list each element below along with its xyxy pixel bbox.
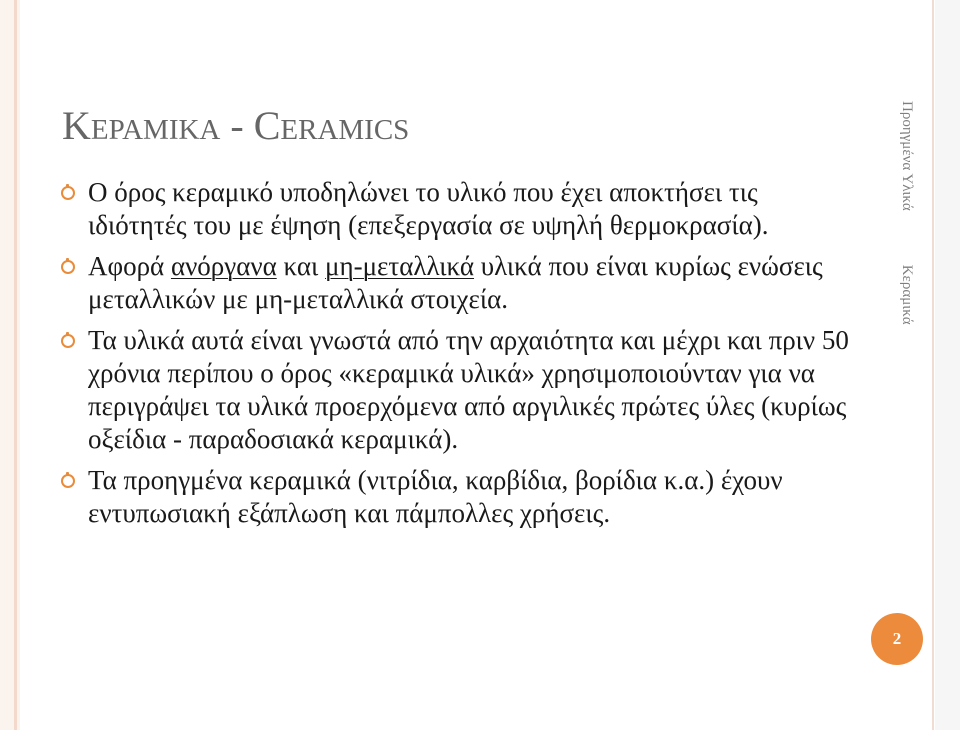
ring-bullet-icon	[61, 260, 75, 274]
bullet-item	[60, 250, 850, 316]
title-english-initial: C	[253, 103, 281, 148]
title-greek-rest: ΕΡΑΜΙΚΑ	[90, 114, 221, 146]
left-border-line	[14, 0, 17, 730]
footer-course: Προηγμένα Υλικά	[899, 101, 915, 211]
title-greek-initial: K	[62, 103, 91, 148]
bullet-item	[60, 464, 850, 530]
title-english-rest: ERAMICS	[280, 114, 410, 146]
left-border	[0, 0, 20, 730]
ring-bullet-icon	[61, 186, 75, 200]
bullet-item	[60, 176, 850, 242]
right-border	[935, 0, 960, 730]
bullet-text-suffix: υλικά που είναι κυρίως ενώσεις μεταλλικών με μη-μεταλλικά στοιχεία.	[88, 251, 823, 314]
bullet-item	[60, 324, 850, 456]
underlined-term-nonmetallic: μη-μεταλλικά	[325, 251, 475, 281]
vertical-footer	[893, 101, 917, 341]
bullet-list	[60, 176, 850, 538]
vertical-footer-text	[898, 101, 915, 379]
ring-bullet-icon	[61, 474, 75, 488]
slide-title	[62, 96, 409, 160]
bullet-text: Ο όρος κεραμικό υποδηλώνει το υλικό που έχει αποκτήσει τις ιδιότητές του με έψηση (επεξεργασία σε υψηλή θερμοκρασία).	[88, 177, 769, 240]
underlined-term-inorganic: ανόργανα	[170, 251, 277, 281]
bullet-text: Τα προηγμένα κεραμικά (νιτρίδια, καρβίδια, βορίδια κ.α.) έχουν εντυπωσιακή εξάπλωση και πάμπολλες χρήσεις.	[88, 465, 783, 528]
right-border-line-accent	[932, 0, 934, 730]
page-number-badge	[871, 613, 923, 665]
footer-topic: Κεραμικά	[899, 264, 915, 325]
title-separator: -	[220, 103, 254, 148]
bullet-text: Τα υλικά αυτά είναι γνωστά από την αρχαιότητα και μέχρι και πριν 50 χρόνια περίπου ο όρος «κεραμικά υλικά» χρησιμοποιούνταν για να περιγράψει τα υλικά προερχόμενα από αργιλικές πρώτες ύλες (κυρίως οξείδια - παραδοσιακά κεραμικά).	[88, 325, 849, 454]
ring-bullet-icon	[61, 334, 75, 348]
bullet-text-mid: και	[276, 251, 325, 281]
bullet-text-prefix: Αφορά	[88, 251, 171, 281]
page-number: 2	[892, 629, 902, 648]
